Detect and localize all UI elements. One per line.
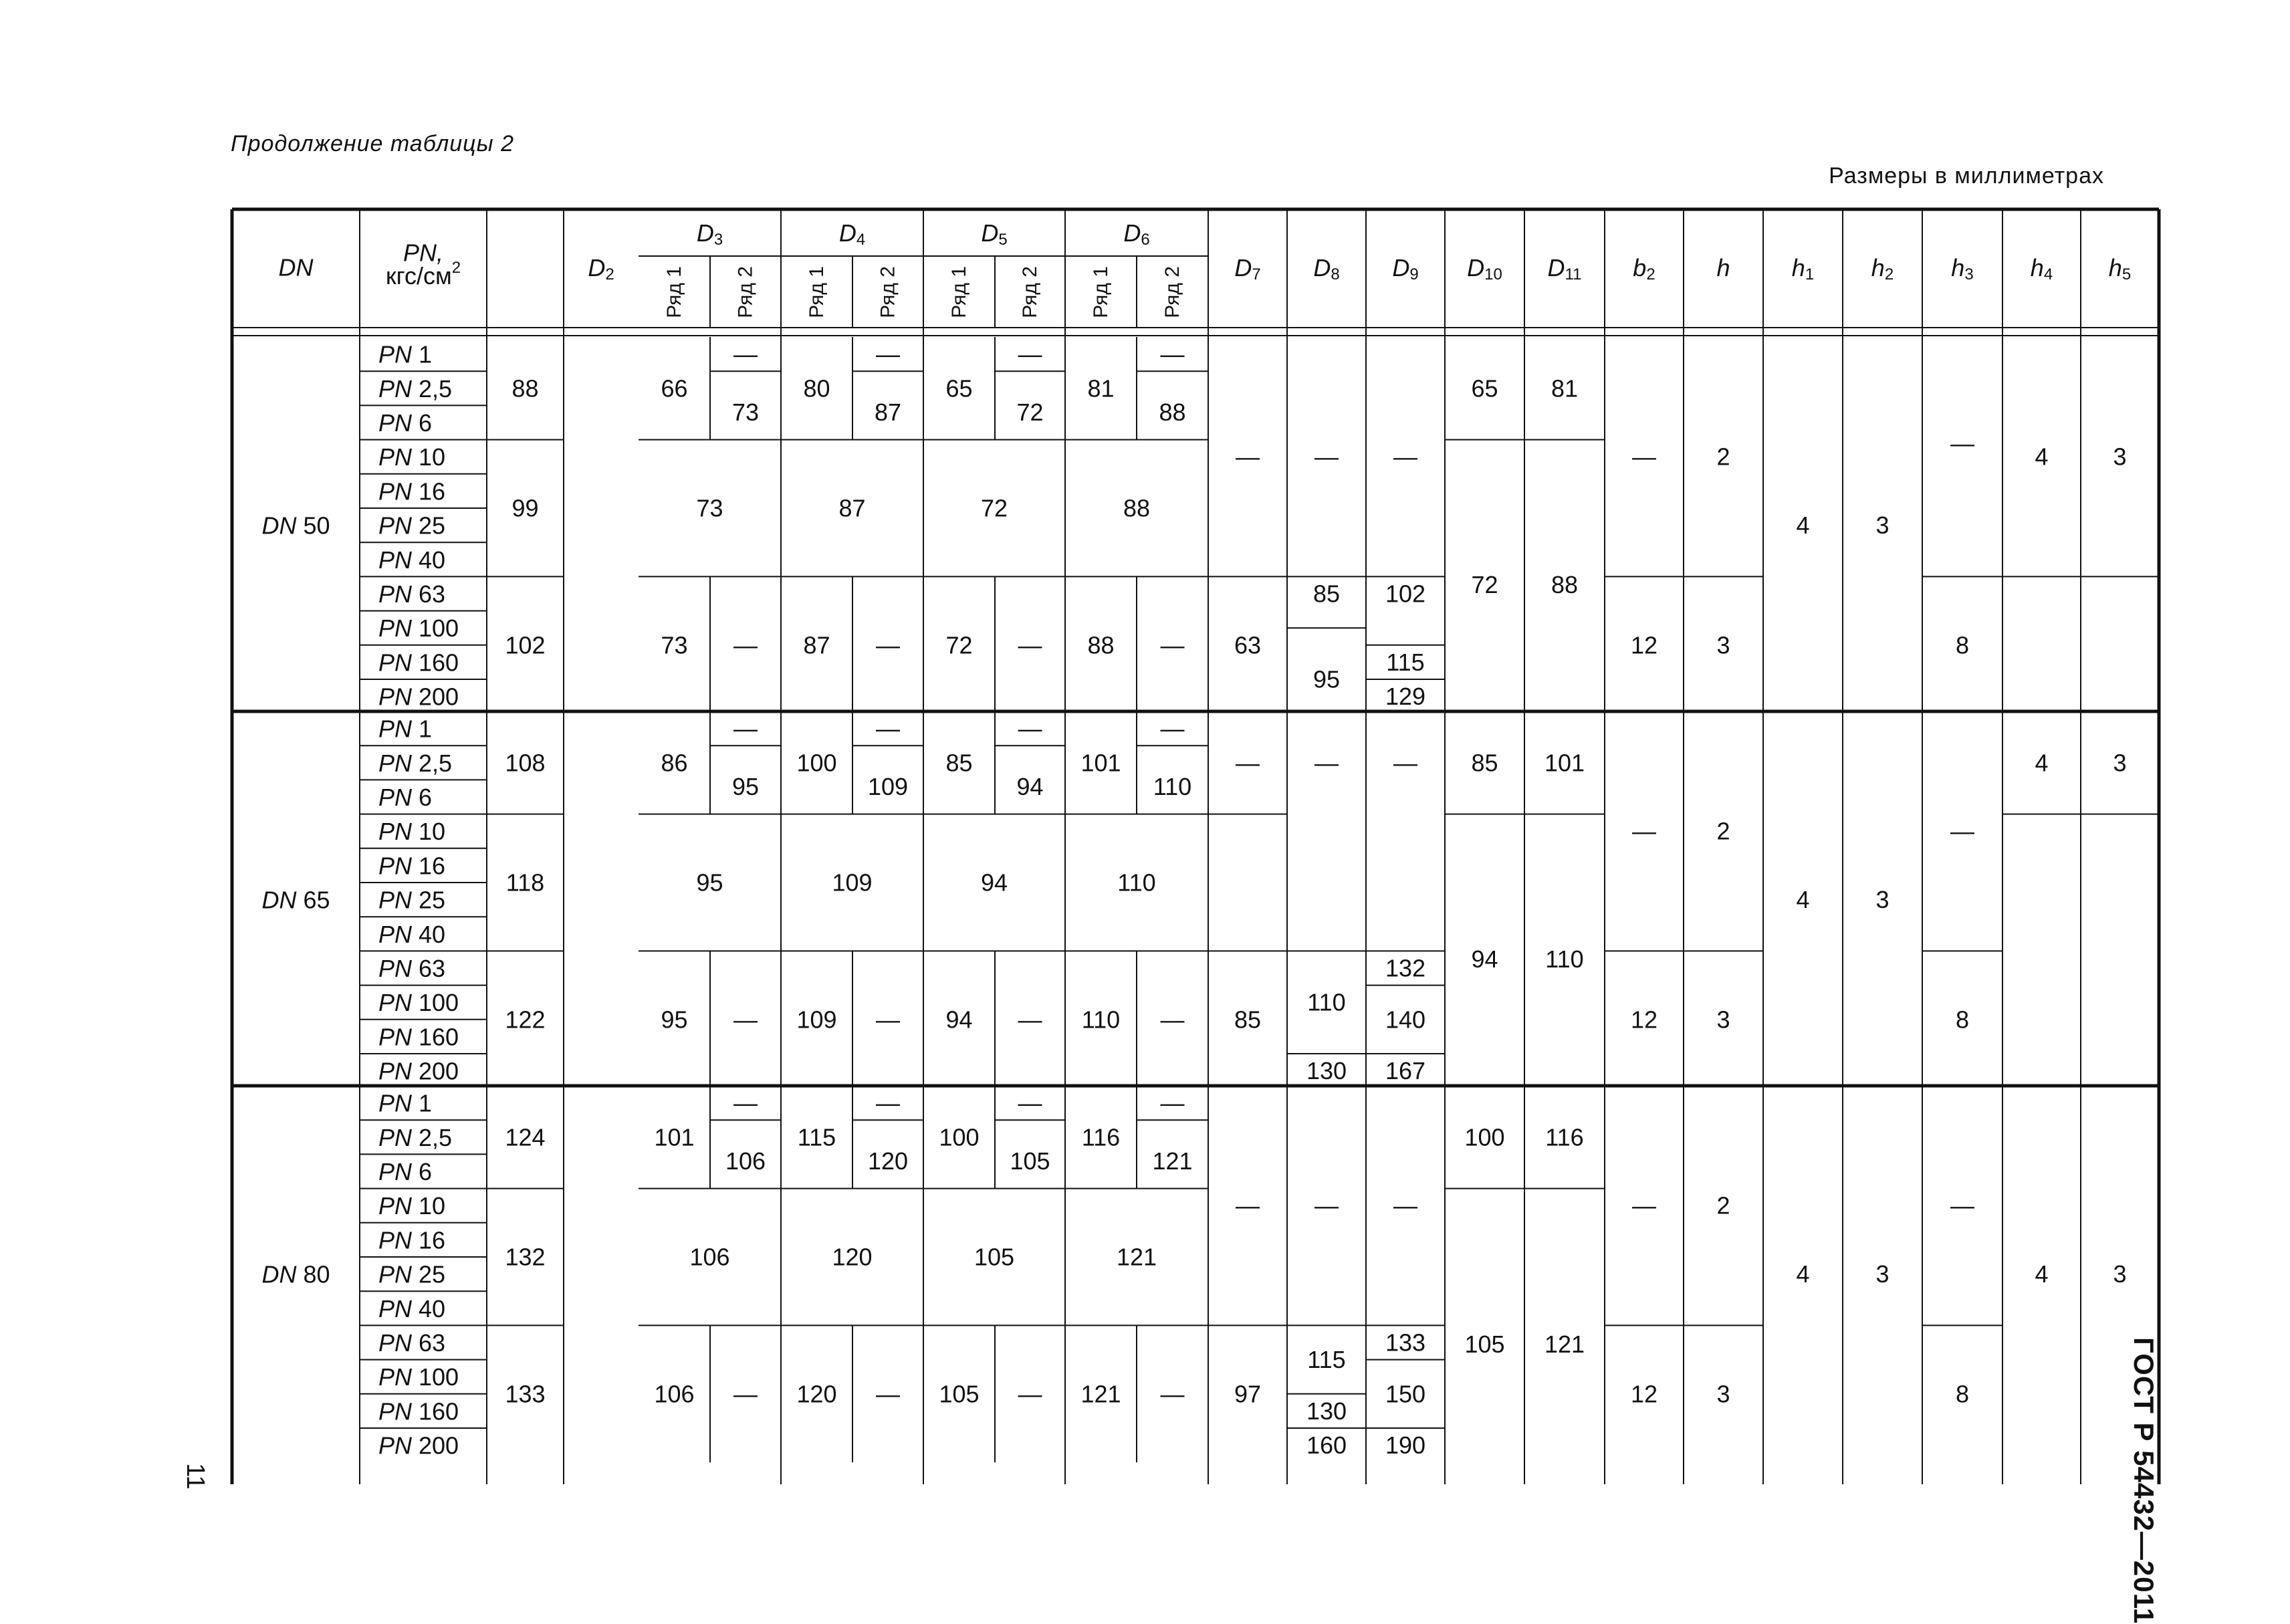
d2-value: 88 <box>511 374 539 402</box>
series1-value: 94 <box>945 1006 973 1034</box>
series2-value: 73 <box>731 398 760 426</box>
series-value: 109 <box>832 868 873 897</box>
series-value: 120 <box>832 1243 873 1271</box>
d8-value: 130 <box>1306 1397 1347 1425</box>
standard-designation: ГОСТ Р 54432—2011 <box>2128 1337 2160 1624</box>
pn-label: PN 10 <box>378 443 446 471</box>
series2-value: 121 <box>1152 1147 1193 1175</box>
header-h4: $h_4$ <box>2030 253 2053 283</box>
pn-label: PN 160 <box>378 1397 459 1425</box>
d9-value: 132 <box>1385 954 1426 982</box>
header-D11: $D_{11}$ <box>1547 253 1582 283</box>
d10-value: 65 <box>1471 374 1498 402</box>
dash-value: — <box>1160 1089 1185 1117</box>
series1-value: 95 <box>661 1006 688 1034</box>
d9-value: 102 <box>1385 580 1426 608</box>
header-h: h <box>1716 253 1730 281</box>
header-h5: $h_5$ <box>2108 253 2132 283</box>
series1-value: 87 <box>803 631 830 659</box>
pn-label: PN 10 <box>378 817 446 845</box>
pn-label: PN 16 <box>378 851 446 879</box>
h3-value: 8 <box>1955 631 1970 659</box>
d11-value: 81 <box>1551 374 1579 402</box>
d11-value: 88 <box>1551 570 1579 598</box>
d11-value: 110 <box>1545 945 1584 973</box>
series1-value: 109 <box>796 1006 837 1034</box>
d9-value: 140 <box>1385 1006 1426 1034</box>
d11-value: 121 <box>1544 1330 1585 1358</box>
d9-value: — <box>1393 443 1417 471</box>
header-h2: $h_2$ <box>1871 253 1894 283</box>
dn-label: DN 50 <box>261 511 330 540</box>
d7-value: 63 <box>1234 631 1262 659</box>
h3-value: — <box>1950 1191 1974 1220</box>
dn-label: DN 65 <box>261 886 330 914</box>
header-D7: $D_7$ <box>1234 253 1261 283</box>
h5-value: 3 <box>2113 443 2127 471</box>
d9-value: — <box>1393 1191 1417 1220</box>
header-b2: $b_2$ <box>1633 253 1655 283</box>
dash-value: — <box>1018 1006 1042 1034</box>
d8-value: — <box>1314 443 1339 471</box>
header-row2: Ряд 2 <box>1019 266 1041 318</box>
pn-label: PN 1 <box>378 715 433 743</box>
series-value: 121 <box>1116 1243 1157 1271</box>
d2-value: 99 <box>511 494 539 522</box>
series1-value: 101 <box>1080 749 1121 777</box>
dash-value: — <box>876 1380 900 1408</box>
header-row1: Ряд 1 <box>1090 266 1112 318</box>
dash-value: — <box>1160 1006 1185 1034</box>
table-caption: Продолжение таблицы 2 <box>231 131 514 156</box>
header-row1: Ряд 1 <box>663 266 685 318</box>
series2-value: 94 <box>1016 772 1044 800</box>
d10-value: 72 <box>1471 570 1498 598</box>
series-value: 105 <box>974 1243 1015 1271</box>
h3-value: 8 <box>1955 1006 1970 1034</box>
header-row1: Ряд 1 <box>806 266 828 318</box>
d11-value: 116 <box>1545 1123 1584 1151</box>
header-row2: Ряд 2 <box>734 266 757 318</box>
dash-value: — <box>1018 1089 1042 1117</box>
h2-value: 3 <box>1875 1260 1890 1288</box>
header-dn: DN <box>278 253 314 281</box>
series1-value: 100 <box>939 1123 980 1151</box>
dash-value: — <box>733 340 758 368</box>
h4-value: 4 <box>2035 443 2049 471</box>
series1-value: 120 <box>796 1380 837 1408</box>
dash-value: — <box>1018 340 1042 368</box>
d8-value: 85 <box>1312 580 1341 608</box>
pn-label: PN 100 <box>378 614 459 642</box>
d2-value: 122 <box>505 1006 546 1034</box>
series1-value: 100 <box>796 749 837 777</box>
d7-value: — <box>1236 1191 1260 1220</box>
header-pn: PN, <box>403 239 444 267</box>
series1-value: 85 <box>945 749 973 777</box>
d10-value: 94 <box>1471 945 1498 973</box>
pn-label: PN 40 <box>378 920 446 948</box>
h1-value: 4 <box>1796 511 1810 540</box>
header-D5: $D_5$ <box>981 219 1008 249</box>
h-value: 3 <box>1716 1006 1730 1034</box>
h1-value: 4 <box>1796 1260 1810 1288</box>
dash-value: — <box>1160 340 1185 368</box>
d10-value: 85 <box>1471 749 1498 777</box>
series1-value: 121 <box>1080 1380 1121 1408</box>
h1-value: 4 <box>1796 886 1810 914</box>
d8-value: — <box>1314 749 1339 777</box>
pn-label: PN 160 <box>378 1022 459 1050</box>
page-number: 11 <box>181 1463 209 1490</box>
series2-value: 106 <box>725 1147 766 1175</box>
h-value: 2 <box>1716 1191 1730 1220</box>
d8-value: — <box>1314 1191 1339 1220</box>
b2-value: 12 <box>1630 1006 1658 1034</box>
header-h3: $h_3$ <box>1951 253 1974 283</box>
pn-label: PN 16 <box>378 477 446 505</box>
series1-value: 86 <box>661 749 688 777</box>
d9-value: 150 <box>1385 1380 1426 1408</box>
d9-value: 115 <box>1386 648 1425 676</box>
d7-value: — <box>1236 749 1260 777</box>
header-row2: Ряд 2 <box>1161 266 1183 318</box>
series2-value: 95 <box>731 772 760 800</box>
d9-value: 167 <box>1385 1057 1426 1085</box>
d11-value: 101 <box>1544 749 1585 777</box>
header-pn-units: кгс/$см^2$ <box>385 258 461 289</box>
series-value: 72 <box>980 494 1008 522</box>
header-row1: Ряд 1 <box>948 266 970 318</box>
header-D8: $D_8$ <box>1313 253 1340 283</box>
dash-value: — <box>1160 631 1185 659</box>
header-D9: $D_9$ <box>1392 253 1419 283</box>
header-h1: $h_1$ <box>1791 253 1815 283</box>
series2-value: 88 <box>1159 398 1186 426</box>
d7-value: — <box>1236 443 1260 471</box>
d8-value: 110 <box>1307 988 1346 1016</box>
b2-value: — <box>1632 1191 1656 1220</box>
dash-value: — <box>1160 1380 1185 1408</box>
h2-value: 3 <box>1875 511 1890 540</box>
d8-value: 95 <box>1312 665 1341 693</box>
d10-value: 105 <box>1464 1330 1505 1358</box>
h4-value: 4 <box>2035 749 2049 777</box>
h5-value: 3 <box>2113 1260 2127 1288</box>
pn-label: PN 63 <box>378 954 446 982</box>
h-value: 3 <box>1716 1380 1730 1408</box>
series2-value: 87 <box>874 398 902 426</box>
pn-label: PN 6 <box>378 1157 433 1185</box>
pn-label: PN 200 <box>378 1431 459 1460</box>
d2-value: 108 <box>505 749 546 777</box>
d7-value: 85 <box>1234 1006 1262 1034</box>
d9-value: 190 <box>1385 1431 1426 1460</box>
dash-value: — <box>876 1006 900 1034</box>
series2-value: 109 <box>867 772 909 800</box>
d2-value: 118 <box>505 868 545 897</box>
series1-value: 106 <box>654 1380 695 1408</box>
h3-value: — <box>1950 429 1974 457</box>
dash-value: — <box>876 631 900 659</box>
h2-value: 3 <box>1875 886 1890 914</box>
h-value: 3 <box>1716 631 1730 659</box>
d9-value: 129 <box>1385 683 1426 711</box>
pn-label: PN 6 <box>378 409 433 437</box>
dash-value: — <box>733 631 758 659</box>
b2-value: 12 <box>1630 1380 1658 1408</box>
series1-value: 73 <box>661 631 688 659</box>
series2-value: 105 <box>1010 1147 1050 1175</box>
pn-label: PN 2,5 <box>378 1123 453 1151</box>
series-value: 95 <box>696 868 723 897</box>
dash-value: — <box>876 715 900 743</box>
series1-value: 116 <box>1081 1123 1121 1151</box>
d10-value: 100 <box>1464 1123 1505 1151</box>
dash-value: — <box>1018 1380 1042 1408</box>
pn-label: PN 200 <box>378 683 459 711</box>
d2-value: 124 <box>505 1123 546 1151</box>
units-note: Размеры в миллиметрах <box>1829 163 2104 189</box>
series-value: 88 <box>1123 494 1151 522</box>
d8-value: 115 <box>1307 1346 1346 1374</box>
pn-label: PN 63 <box>378 1328 446 1357</box>
h3-value: 8 <box>1955 1380 1970 1408</box>
header-D2: $D_2$ <box>588 253 614 283</box>
series1-value: 88 <box>1087 631 1115 659</box>
b2-value: — <box>1632 443 1656 471</box>
dash-value: — <box>876 340 900 368</box>
dash-value: — <box>733 715 758 743</box>
pn-label: PN 2,5 <box>378 749 453 777</box>
pn-label: PN 25 <box>378 1260 446 1288</box>
pn-label: PN 2,5 <box>378 374 453 402</box>
pn-label: PN 63 <box>378 580 446 608</box>
header-D6: $D_6$ <box>1123 219 1150 249</box>
dash-value: — <box>1160 715 1185 743</box>
d7-value: 97 <box>1234 1380 1262 1408</box>
series1-value: 80 <box>803 374 830 402</box>
dash-value: — <box>733 1006 758 1034</box>
dash-value: — <box>1018 715 1042 743</box>
dash-value: — <box>733 1380 758 1408</box>
pn-label: PN 16 <box>378 1226 446 1254</box>
d8-value: 160 <box>1306 1431 1347 1460</box>
pn-label: PN 40 <box>378 546 446 574</box>
series1-value: 105 <box>939 1380 980 1408</box>
series1-value: 72 <box>945 631 973 659</box>
d9-value: — <box>1393 749 1417 777</box>
series2-value: 72 <box>1016 398 1044 426</box>
h3-value: — <box>1950 817 1974 845</box>
series-value: 106 <box>689 1243 730 1271</box>
header-D10: $D_{10}$ <box>1467 253 1502 283</box>
pn-label: PN 1 <box>378 1089 433 1117</box>
series1-value: 81 <box>1087 374 1115 402</box>
header-D4: $D_4$ <box>838 219 866 249</box>
series-value: 87 <box>838 494 866 522</box>
pn-label: PN 100 <box>378 1363 459 1391</box>
b2-value: 12 <box>1630 631 1658 659</box>
pn-label: PN 40 <box>378 1294 446 1322</box>
pn-label: PN 25 <box>378 511 446 540</box>
dash-value: — <box>733 1089 758 1117</box>
series1-value: 115 <box>797 1123 836 1151</box>
dash-value: — <box>1018 631 1042 659</box>
series1-value: 101 <box>654 1123 695 1151</box>
series-value: 73 <box>696 494 723 522</box>
pn-label: PN 1 <box>378 340 433 368</box>
pn-label: PN 160 <box>378 648 459 676</box>
h-value: 2 <box>1716 817 1730 845</box>
series2-value: 120 <box>867 1147 909 1175</box>
pn-label: PN 25 <box>378 886 446 914</box>
series-value: 110 <box>1117 868 1156 897</box>
h4-value: 4 <box>2035 1260 2049 1288</box>
pn-label: PN 6 <box>378 783 433 811</box>
d8-value: 130 <box>1306 1057 1347 1085</box>
d2-value: 133 <box>505 1380 546 1408</box>
series-value: 94 <box>980 868 1008 897</box>
dn-label: DN 80 <box>261 1260 330 1288</box>
series1-value: 65 <box>945 374 973 402</box>
d2-value: 132 <box>505 1243 546 1271</box>
d9-value: 133 <box>1385 1328 1426 1357</box>
h-value: 2 <box>1716 443 1730 471</box>
series1-value: 66 <box>661 374 688 402</box>
series1-value: 110 <box>1081 1006 1121 1034</box>
h5-value: 3 <box>2113 749 2127 777</box>
pn-label: PN 10 <box>378 1191 446 1220</box>
header-row2: Ряд 2 <box>877 266 899 318</box>
dash-value: — <box>876 1089 900 1117</box>
pn-label: PN 100 <box>378 988 459 1016</box>
series2-value: 110 <box>1153 772 1192 800</box>
d2-value: 102 <box>505 631 546 659</box>
pn-label: PN 200 <box>378 1057 459 1085</box>
b2-value: — <box>1632 817 1656 845</box>
header-D3: $D_3$ <box>696 219 723 249</box>
